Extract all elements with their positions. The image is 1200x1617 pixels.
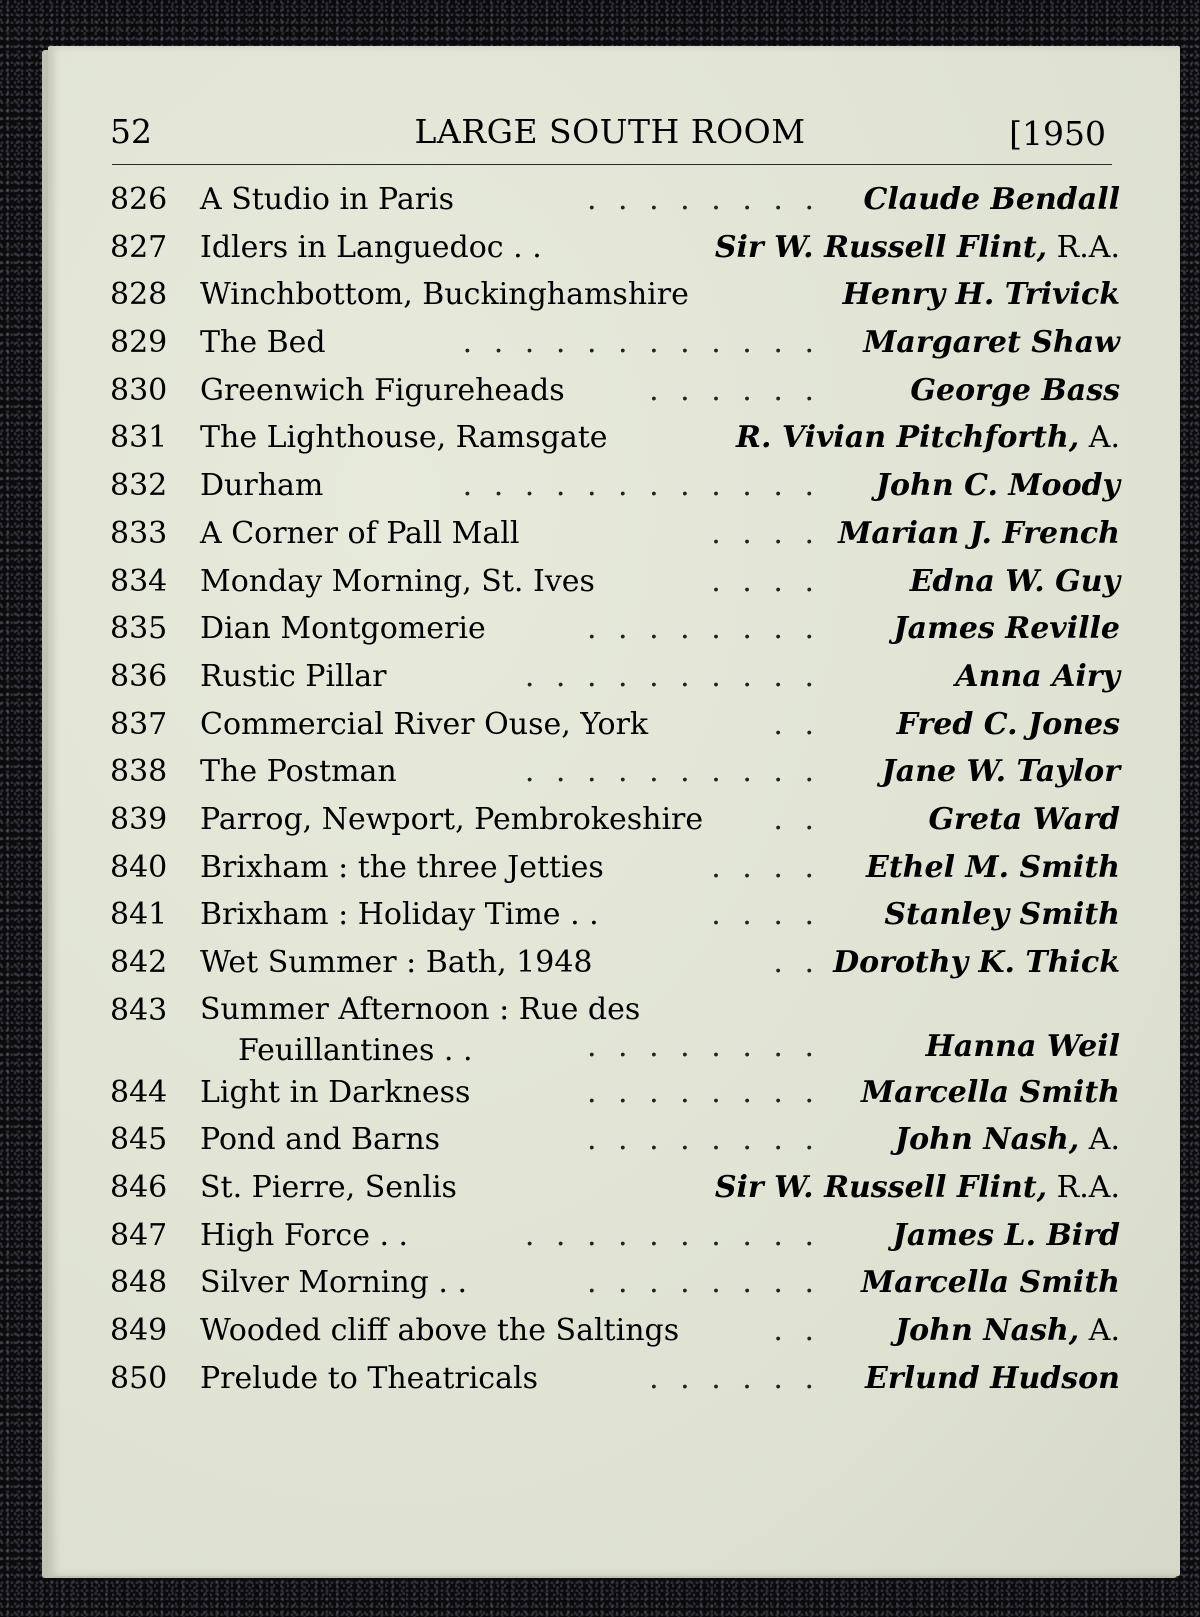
artist-name: George Bass xyxy=(910,372,1120,408)
catalogue-entry xyxy=(110,176,1120,224)
entry-artist xyxy=(843,271,1120,319)
catalogue-entry xyxy=(110,1259,1120,1307)
entry-number: 845 xyxy=(110,1122,168,1158)
entry-title xyxy=(200,1069,470,1117)
catalogue-entry xyxy=(110,796,1120,844)
leader-dots: . . xyxy=(773,801,820,837)
entry-artist xyxy=(715,224,1120,272)
leader-dots: . . . . . . . . . . xyxy=(524,658,820,694)
leader-dots: . . . . . . xyxy=(649,372,820,408)
catalogue-entry xyxy=(110,367,1120,415)
entry-artist xyxy=(895,1307,1120,1355)
entry-title-text: A Studio in Paris xyxy=(200,182,455,217)
artist-name: John Nash, xyxy=(894,1122,1080,1158)
entry-title xyxy=(200,224,542,272)
entry-title-text: Light in Darkness xyxy=(200,1074,471,1110)
entry-number: 850 xyxy=(110,1360,168,1396)
entry-title-text: Durham xyxy=(200,468,324,504)
artist-name: Sir W. Russell Flint, xyxy=(714,1170,1048,1206)
entry-artist xyxy=(893,1212,1120,1260)
artist-name: Jane W. Taylor xyxy=(881,754,1120,790)
entry-title xyxy=(200,987,640,1069)
leader-dots: . . . . . . . . xyxy=(586,1122,820,1158)
leader-dots: . . . . xyxy=(711,897,820,933)
entry-number: 843 xyxy=(110,992,168,1028)
entry-number: 835 xyxy=(110,611,168,647)
entry-number: 838 xyxy=(110,754,168,790)
catalogue-entry xyxy=(110,1307,1120,1355)
artist-name: Marcella Smith xyxy=(861,1265,1120,1301)
leader-dots: . . . . . . . . . . xyxy=(524,1217,820,1253)
entry-title xyxy=(200,558,595,606)
catalogue-entry xyxy=(110,510,1120,558)
entry-number: 842 xyxy=(110,945,168,980)
entry-title-continuation: Feuillantines . . xyxy=(238,1032,473,1068)
entry-number: 846 xyxy=(110,1170,168,1206)
entry-artist xyxy=(897,701,1120,749)
artist-name: Marian J. French xyxy=(838,515,1120,551)
entry-artist xyxy=(910,558,1120,606)
leader-dots: . . . . . . . . xyxy=(586,1074,820,1110)
section-title: LARGE SOUTH ROOM xyxy=(414,112,806,151)
entry-title-text: High Force . . xyxy=(200,1217,409,1253)
entry-artist xyxy=(833,939,1120,987)
artist-honour: R.A. xyxy=(1047,1170,1120,1206)
entry-title-text: The Bed xyxy=(200,325,326,361)
entry-number: 832 xyxy=(110,468,168,504)
entry-title-text: Idlers in Languedoc . . xyxy=(200,229,542,265)
page-header xyxy=(110,112,1110,152)
entry-artist xyxy=(866,844,1120,892)
catalogue-entry xyxy=(110,224,1120,272)
entry-artist xyxy=(864,176,1121,224)
entry-number: 837 xyxy=(110,706,168,742)
catalogue-entry xyxy=(110,701,1120,749)
entry-number: 844 xyxy=(110,1074,168,1110)
leader-dots: . . . . . . xyxy=(649,1360,820,1396)
artist-name: John Nash, xyxy=(894,1313,1080,1349)
entry-number: 834 xyxy=(110,563,168,599)
entry-title xyxy=(200,939,593,987)
artist-honour: A. xyxy=(1079,1122,1120,1158)
entry-title xyxy=(200,748,397,796)
entry-number: 849 xyxy=(110,1313,168,1349)
entry-number: 836 xyxy=(110,658,168,694)
entry-title xyxy=(200,1116,440,1164)
entry-title xyxy=(200,605,486,653)
artist-name: Fred C. Jones xyxy=(896,706,1120,742)
artist-name: Hanna Weil xyxy=(925,1028,1120,1064)
leader-dots: . . . . . . . . . . . . xyxy=(462,468,820,504)
catalogue-entry xyxy=(110,605,1120,653)
entry-number: 829 xyxy=(110,325,168,361)
leader-dots: . . . . . . . . xyxy=(586,182,820,217)
year-label: [1950 xyxy=(1009,114,1106,153)
artist-name: Henry H. Trivick xyxy=(842,277,1120,313)
artist-name: Erlund Hudson xyxy=(865,1360,1120,1396)
entry-artist xyxy=(838,510,1120,558)
entry-title-text: Wooded cliff above the Saltings xyxy=(200,1313,680,1349)
entry-artist xyxy=(865,1355,1120,1403)
leader-dots: . . . . xyxy=(711,563,820,599)
entry-title-text: Commercial River Ouse, York xyxy=(200,706,649,742)
entry-title-text: Wet Summer : Bath, 1948 xyxy=(200,945,593,980)
entry-artist xyxy=(861,1259,1120,1307)
entry-title-text: A Corner of Pall Mall xyxy=(200,515,520,551)
artist-honour: R.A. xyxy=(1047,229,1120,265)
entry-number: 847 xyxy=(110,1217,168,1253)
entry-artist xyxy=(863,319,1120,367)
catalogue-entry xyxy=(110,844,1120,892)
leader-dots: . . xyxy=(773,945,820,980)
entry-title xyxy=(200,414,608,462)
artist-name: James L. Bird xyxy=(892,1217,1120,1253)
entry-title xyxy=(200,1259,467,1307)
artist-honour: A. xyxy=(1079,420,1120,456)
catalogue-entry xyxy=(110,319,1120,367)
entry-title-text: Brixham : Holiday Time . . xyxy=(200,897,599,933)
catalogue-entry xyxy=(110,271,1120,319)
entry-number: 841 xyxy=(110,897,168,933)
catalogue-entry xyxy=(110,558,1120,606)
entry-number: 839 xyxy=(110,801,168,837)
catalogue-entry xyxy=(110,414,1120,462)
entry-title xyxy=(200,271,689,319)
leader-dots: . . . . . . . . . . . . xyxy=(462,325,820,361)
entry-title-text: Parrog, Newport, Pembrokeshire xyxy=(200,801,704,837)
artist-name: Edna W. Guy xyxy=(909,563,1120,599)
entry-title-text: Silver Morning . . xyxy=(200,1265,468,1301)
entry-artist xyxy=(861,1069,1120,1117)
leader-dots: . . xyxy=(773,1313,820,1349)
entry-title xyxy=(200,653,387,701)
entry-title xyxy=(200,844,604,892)
leader-dots: . . . . . . . . xyxy=(586,611,820,647)
catalogue-entry xyxy=(110,748,1120,796)
artist-name: Claude Bendall xyxy=(863,182,1120,217)
catalogue-entry xyxy=(110,1116,1120,1164)
catalogue-list xyxy=(110,176,1120,1403)
entry-title-text: Summer Afternoon : Rue des xyxy=(200,991,641,1027)
entry-title-text: Brixham : the three Jetties xyxy=(200,849,604,885)
entry-artist xyxy=(882,748,1120,796)
leader-dots: . . xyxy=(773,706,820,742)
entry-title xyxy=(200,319,326,367)
entry-title xyxy=(200,1307,679,1355)
entry-title-text: The Lighthouse, Ramsgate xyxy=(200,420,608,456)
artist-name: Anna Airy xyxy=(955,658,1120,694)
catalogue-entry xyxy=(110,1069,1120,1117)
entry-number: 848 xyxy=(110,1265,168,1301)
entry-title xyxy=(200,510,519,558)
entry-number: 830 xyxy=(110,372,168,408)
entry-title xyxy=(200,796,703,844)
catalogue-entry xyxy=(110,987,1120,1069)
artist-name: Ethel M. Smith xyxy=(865,849,1120,885)
entry-number: 831 xyxy=(110,420,168,456)
entry-title-text: The Postman xyxy=(200,754,397,790)
artist-name: Dorothy K. Thick xyxy=(833,945,1120,980)
catalogue-entry xyxy=(110,462,1120,510)
entry-title xyxy=(200,176,454,224)
entry-number: 828 xyxy=(110,277,168,313)
entry-number: 833 xyxy=(110,515,168,551)
artist-name: Stanley Smith xyxy=(884,897,1120,933)
entry-title-text: Monday Morning, St. Ives xyxy=(200,563,595,599)
leader-dots: . . . . xyxy=(711,849,820,885)
artist-name: John C. Moody xyxy=(875,468,1120,504)
entry-number: 840 xyxy=(110,849,168,885)
leader-dots: . . . . . . . . . . xyxy=(524,754,820,790)
entry-artist xyxy=(876,462,1120,510)
entry-title xyxy=(200,1164,457,1212)
header-rule xyxy=(112,164,1112,165)
artist-name: Marcella Smith xyxy=(861,1074,1120,1110)
entry-title xyxy=(200,367,565,415)
catalogue-entry xyxy=(110,891,1120,939)
entry-artist xyxy=(715,1164,1120,1212)
entry-title-text: Prelude to Theatricals xyxy=(200,1360,538,1396)
leader-dots: . . . . xyxy=(711,515,820,551)
artist-name: Sir W. Russell Flint, xyxy=(714,229,1048,265)
entry-artist xyxy=(893,605,1120,653)
catalogue-entry xyxy=(110,653,1120,701)
entry-artist xyxy=(884,891,1120,939)
entry-artist xyxy=(926,1023,1120,1071)
entry-title-text: Winchbottom, Buckinghamshire xyxy=(200,277,689,313)
entry-number: 826 xyxy=(110,182,168,217)
leader-dots: . . . . . . . . xyxy=(586,1265,820,1301)
artist-honour: A. xyxy=(1079,1313,1120,1349)
artist-name: Greta Ward xyxy=(928,801,1120,837)
entry-title xyxy=(200,462,323,510)
entry-title-text: Greenwich Figureheads xyxy=(200,372,565,408)
catalogue-entry xyxy=(110,939,1120,987)
leader-dots: . . . . . . . . xyxy=(586,1028,820,1064)
entry-title xyxy=(200,701,648,749)
catalogue-entry xyxy=(110,1164,1120,1212)
entry-title xyxy=(200,1355,538,1403)
entry-title-text: Rustic Pillar xyxy=(200,658,387,694)
entry-artist xyxy=(895,1116,1120,1164)
entry-artist xyxy=(736,414,1120,462)
entry-artist xyxy=(955,653,1120,701)
artist-name: Margaret Shaw xyxy=(863,325,1120,361)
artist-name: R. Vivian Pitchforth, xyxy=(736,420,1080,456)
catalogue-entry xyxy=(110,1212,1120,1260)
entry-artist xyxy=(928,796,1120,844)
entry-title-text: St. Pierre, Senlis xyxy=(200,1170,457,1206)
page-number: 52 xyxy=(110,112,152,151)
entry-artist xyxy=(910,367,1120,415)
catalogue-entry xyxy=(110,1355,1120,1403)
entry-title xyxy=(200,1212,408,1260)
artist-name: James Reville xyxy=(893,611,1120,647)
entry-title-text: Pond and Barns xyxy=(200,1122,441,1158)
entry-title xyxy=(200,891,599,939)
entry-title-text: Dian Montgomerie xyxy=(200,611,486,647)
entry-number: 827 xyxy=(110,229,168,265)
